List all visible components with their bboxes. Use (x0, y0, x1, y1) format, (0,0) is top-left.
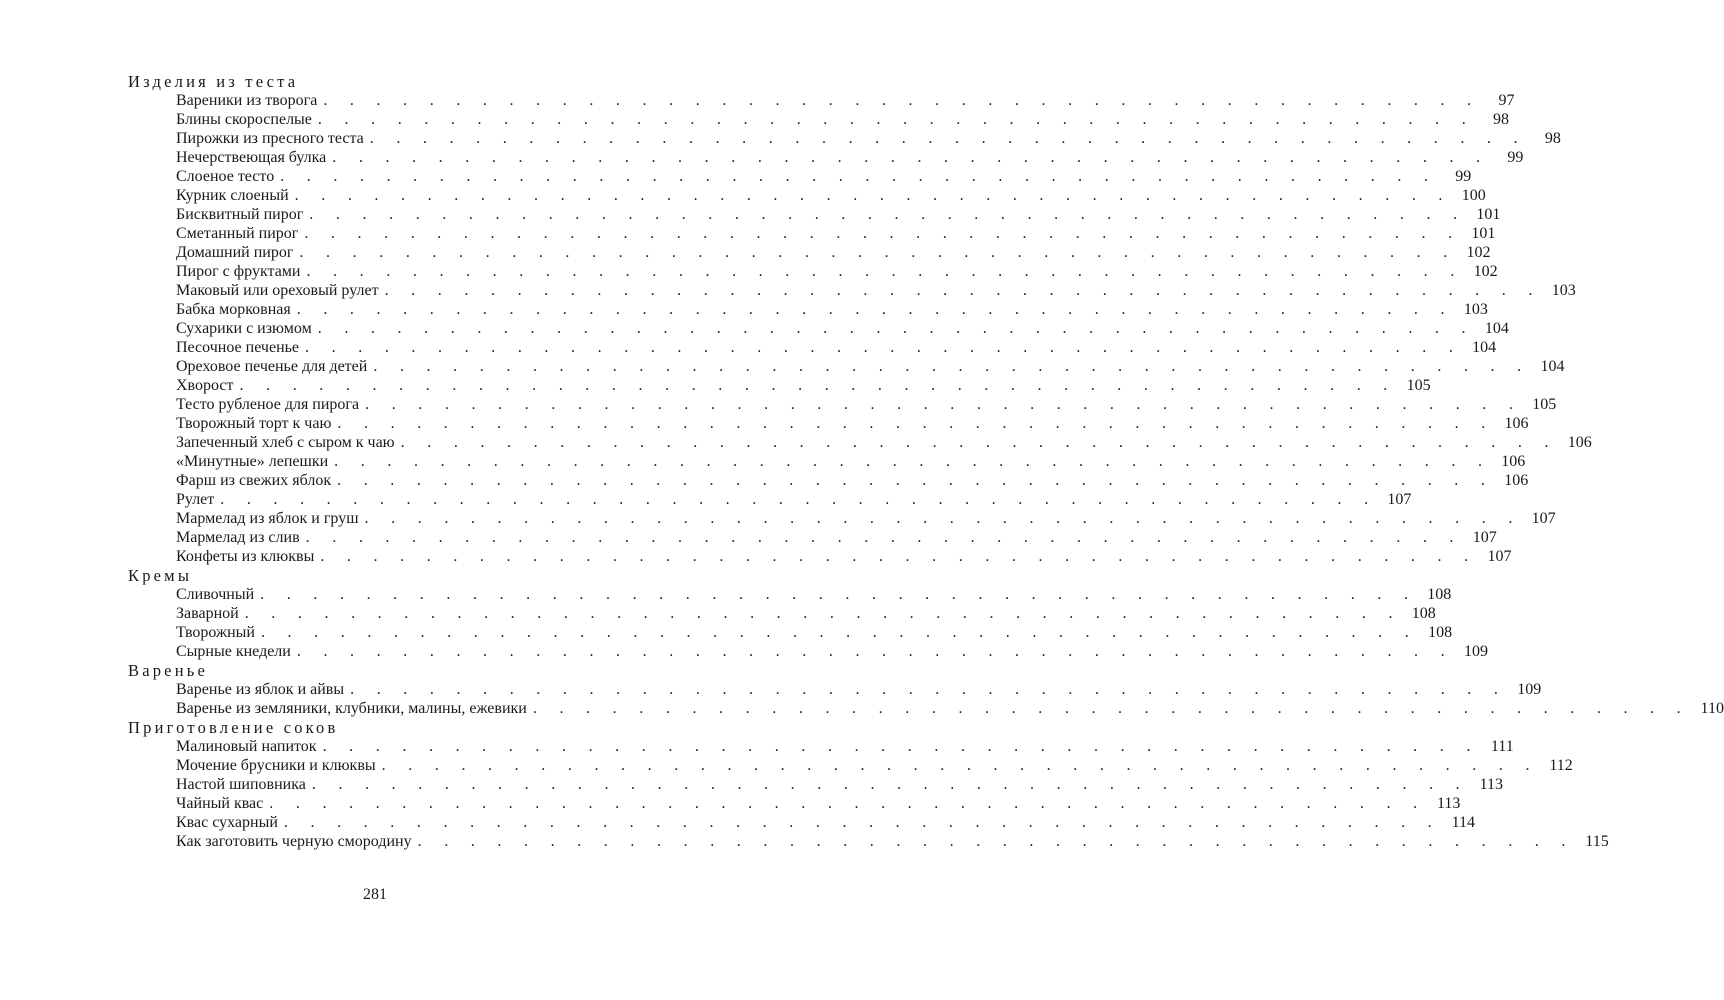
toc-entry (176, 319, 1509, 338)
entry-title: Сухарики с изюмом (176, 320, 312, 337)
entry-page-number: 103 (1463, 301, 1488, 318)
dot-leader: . . . . . . . . . . . . . . . . . . . . . . . . . . . . . . . . . . . . . . . . . . . . (260, 586, 1418, 603)
dot-leader: . . . . . . . . . . . . . . . . . . . . . . . . . . . . . . . . . . . . . . . . . . . . (304, 225, 1462, 242)
dot-leader: . . . . . . . . . . . . . . . . . . . . . . . . . . . . . . . . . . . . . . . . . . . . (322, 738, 1480, 755)
dot-leader: . . . . . . . . . . . . . . . . . . . . . . . . . . . . . . . . . . . . . . . . . . . . (283, 814, 1441, 831)
dot-leader: . . . . . . . . . . . . . . . . . . . . . . . . . . . . . . . . . . . . . . . . . . . . (381, 757, 1539, 774)
entry-page-number: 110 (1700, 700, 1724, 717)
dot-leader: . . . . . . . . . . . . . . . . . . . . . . . . . . . . . . . . . . . . . . . . . . . . (294, 187, 1452, 204)
dot-leader: . . . . . . . . . . . . . . . . . . . . . . . . . . . . . . . . . . . . . . . . . . . . (306, 263, 1464, 280)
entry-page-number: 101 (1471, 225, 1496, 242)
dot-leader: . . . . . . . . . . . . . . . . . . . . . . . . . . . . . . . . . . . . . . . . . . . . (334, 453, 1492, 470)
dot-leader: . . . . . . . . . . . . . . . . . . . . . . . . . . . . . . . . . . . . . . . . . . . . (311, 776, 1469, 793)
dot-leader: . . . . . . . . . . . . . . . . . . . . . . . . . . . . . . . . . . . . . . . . . . . . (532, 700, 1690, 717)
entry-title: Варенье из земляники, клубники, малины, ежевики (176, 700, 527, 717)
toc-section (128, 718, 1609, 851)
table-of-contents (128, 72, 1724, 851)
entry-page-number: 108 (1411, 605, 1436, 622)
dot-leader: . . . . . . . . . . . . . . . . . . . . . . . . . . . . . . . . . . . . . . . . . . . . (239, 377, 1397, 394)
entry-page-number: 113 (1436, 795, 1461, 812)
entry-title: Чайный квас (176, 795, 264, 812)
entry-title: Бисквитный пирог (176, 206, 304, 223)
entry-title: Рулет (176, 491, 215, 508)
entry-title: Курник слоеный (176, 187, 289, 204)
toc-section (128, 566, 1488, 661)
toc-entry (176, 205, 1501, 224)
toc-entry (176, 91, 1515, 110)
toc-entry (176, 680, 1542, 699)
entry-title: Сливочный (176, 586, 255, 603)
entry-page-number: 107 (1472, 529, 1497, 546)
entry-title: Квас сухарный (176, 814, 278, 831)
entry-page-number: 107 (1487, 548, 1512, 565)
entry-page-number: 106 (1567, 434, 1592, 451)
entry-page-number: 99 (1507, 149, 1524, 166)
toc-entry (176, 433, 1592, 452)
entry-page-number: 100 (1461, 187, 1486, 204)
entry-title: Слоеное тесто (176, 168, 275, 185)
dot-leader: . . . . . . . . . . . . . . . . . . . . . . . . . . . . . . . . . . . . . . . . . . . . (296, 643, 1454, 660)
entry-page-number: 108 (1428, 624, 1453, 641)
entry-page-number: 102 (1466, 244, 1491, 261)
entry-title: Маковый или ореховый рулет (176, 282, 379, 299)
entry-page-number: 108 (1427, 586, 1452, 603)
dot-leader: . . . . . . . . . . . . . . . . . . . . . . . . . . . . . . . . . . . . . . . . . . . . (309, 206, 1467, 223)
toc-entry (176, 775, 1503, 794)
entry-title: Вареники из творога (176, 92, 318, 109)
entry-title: Хворост (176, 377, 234, 394)
entry-page-number: 104 (1484, 320, 1509, 337)
toc-entry (176, 604, 1436, 623)
toc-section (128, 72, 1592, 566)
entry-page-number: 98 (1493, 111, 1510, 128)
toc-entry (176, 148, 1524, 167)
toc-entry (176, 224, 1496, 243)
dot-leader: . . . . . . . . . . . . . . . . . . . . . . . . . . . . . . . . . . . . . . . . . . . . (364, 510, 1522, 527)
toc-entry (176, 129, 1561, 148)
section-title: Изделия из теста (128, 72, 299, 91)
toc-entry (176, 813, 1475, 832)
entry-page-number: 101 (1476, 206, 1501, 223)
entry-title: Запеченный хлеб с сыром к чаю (176, 434, 395, 451)
entry-page-number: 99 (1455, 168, 1472, 185)
toc-entry (176, 756, 1573, 775)
dot-leader: . . . . . . . . . . . . . . . . . . . . . . . . . . . . . . . . . . . . . . . . . . . . (332, 149, 1490, 166)
entry-page-number: 103 (1551, 282, 1576, 299)
entry-page-number: 109 (1463, 643, 1488, 660)
entry-title: Нечерствеющая булка (176, 149, 327, 166)
entry-title: Сметанный пирог (176, 225, 299, 242)
toc-entry (176, 281, 1576, 300)
toc-entry (176, 737, 1514, 756)
dot-leader: . . . . . . . . . . . . . . . . . . . . . . . . . . . . . . . . . . . . . . . . . . . . (305, 339, 1463, 356)
entry-page-number: 111 (1490, 738, 1514, 755)
entry-title: Варенье из яблок и айвы (176, 681, 345, 698)
toc-entry (176, 110, 1510, 129)
toc-entry (176, 186, 1486, 205)
toc-entry (176, 395, 1557, 414)
page-number: 281 (363, 886, 387, 903)
entry-title: Домашний пирог (176, 244, 294, 261)
toc-entry (176, 832, 1609, 851)
entry-page-number: 106 (1504, 415, 1529, 432)
section-title: Кремы (128, 566, 193, 585)
dot-leader: . . . . . . . . . . . . . . . . . . . . . . . . . . . . . . . . . . . . . . . . . . . . (350, 681, 1508, 698)
entry-page-number: 98 (1544, 130, 1561, 147)
entry-title: «Минутные» лепешки (176, 453, 329, 470)
dot-leader: . . . . . . . . . . . . . . . . . . . . . . . . . . . . . . . . . . . . . . . . . . . . (417, 833, 1575, 850)
section-title: Приготовление соков (128, 718, 339, 737)
entry-title: Пирожки из пресного теста (176, 130, 364, 147)
toc-entry (176, 376, 1431, 395)
entry-page-number: 105 (1406, 377, 1431, 394)
entry-page-number: 97 (1498, 92, 1515, 109)
toc-entry (176, 414, 1529, 433)
entry-page-number: 106 (1501, 453, 1526, 470)
dot-leader: . . . . . . . . . . . . . . . . . . . . . . . . . . . . . . . . . . . . . . . . . . . . (269, 795, 1427, 812)
dot-leader: . . . . . . . . . . . . . . . . . . . . . . . . . . . . . . . . . . . . . . . . . . . . (323, 92, 1481, 109)
entry-title: Сырные кнедели (176, 643, 291, 660)
entry-title: Бабка морковная (176, 301, 291, 318)
entry-title: Блины скороспелые (176, 111, 312, 128)
toc-entry (176, 642, 1488, 661)
dot-leader: . . . . . . . . . . . . . . . . . . . . . . . . . . . . . . . . . . . . . . . . . . . . (400, 434, 1558, 451)
toc-entry (176, 338, 1497, 357)
toc-entry (176, 699, 1724, 718)
toc-entry (176, 547, 1512, 566)
entry-title: Фарш из свежих яблок (176, 472, 332, 489)
dot-leader: . . . . . . . . . . . . . . . . . . . . . . . . . . . . . . . . . . . . . . . . . . . . (337, 472, 1495, 489)
toc-entry (176, 490, 1412, 509)
toc-entry (176, 300, 1488, 319)
entry-title: Ореховое печенье для детей (176, 358, 368, 375)
entry-page-number: 102 (1473, 263, 1498, 280)
entry-page-number: 113 (1479, 776, 1503, 793)
entry-page-number: 107 (1531, 510, 1556, 527)
entry-page-number: 114 (1451, 814, 1475, 831)
dot-leader: . . . . . . . . . . . . . . . . . . . . . . . . . . . . . . . . . . . . . . . . . . . . (299, 244, 1457, 261)
toc-entry (176, 528, 1497, 547)
dot-leader: . . . . . . . . . . . . . . . . . . . . . . . . . . . . . . . . . . . . . . . . . . . . (317, 111, 1476, 128)
entry-title: Мармелад из слив (176, 529, 300, 546)
entry-page-number: 105 (1532, 396, 1557, 413)
dot-leader: . . . . . . . . . . . . . . . . . . . . . . . . . . . . . . . . . . . . . . . . . . . . (365, 396, 1523, 413)
dot-leader: . . . . . . . . . . . . . . . . . . . . . . . . . . . . . . . . . . . . . . . . . . . . (337, 415, 1495, 432)
dot-leader: . . . . . . . . . . . . . . . . . . . . . . . . . . . . . . . . . . . . . . . . . . . . (260, 624, 1419, 641)
toc-entry (176, 357, 1565, 376)
section-title: Варенье (128, 661, 208, 680)
entry-title: Мочение брусники и клюквы (176, 757, 376, 774)
entry-page-number: 115 (1585, 833, 1609, 850)
entry-page-number: 104 (1472, 339, 1497, 356)
dot-leader: . . . . . . . . . . . . . . . . . . . . . . . . . . . . . . . . . . . . . . . . . . . . (296, 301, 1454, 318)
toc-entry (176, 794, 1461, 813)
dot-leader: . . . . . . . . . . . . . . . . . . . . . . . . . . . . . . . . . . . . . . . . . . . . (317, 320, 1475, 337)
entry-page-number: 106 (1504, 472, 1529, 489)
toc-entry (176, 262, 1498, 281)
toc-entry (176, 452, 1526, 471)
toc-entry (176, 167, 1472, 186)
entry-page-number: 109 (1517, 681, 1542, 698)
entry-page-number: 107 (1387, 491, 1412, 508)
toc-entry (176, 471, 1529, 490)
dot-leader: . . . . . . . . . . . . . . . . . . . . . . . . . . . . . . . . . . . . . . . . . . . . (369, 130, 1527, 147)
entry-title: Настой шиповника (176, 776, 306, 793)
entry-title: Конфеты из клюквы (176, 548, 315, 565)
entry-title: Творожный торт к чаю (176, 415, 332, 432)
toc-entry (176, 509, 1556, 528)
entry-title: Творожный (176, 624, 255, 641)
dot-leader: . . . . . . . . . . . . . . . . . . . . . . . . . . . . . . . . . . . . . . . . . . . . (384, 282, 1542, 299)
dot-leader: . . . . . . . . . . . . . . . . . . . . . . . . . . . . . . . . . . . . . . . . . . . . (280, 168, 1438, 185)
toc-entry (176, 623, 1453, 642)
entry-page-number: 112 (1549, 757, 1573, 774)
entry-title: Пирог с фруктами (176, 263, 301, 280)
dot-leader: . . . . . . . . . . . . . . . . . . . . . . . . . . . . . . . . . . . . . . . . . . . . (220, 491, 1378, 508)
dot-leader: . . . . . . . . . . . . . . . . . . . . . . . . . . . . . . . . . . . . . . . . . . . . (373, 358, 1531, 375)
entry-title: Песочное печенье (176, 339, 300, 356)
dot-leader: . . . . . . . . . . . . . . . . . . . . . . . . . . . . . . . . . . . . . . . . . . . . (320, 548, 1478, 565)
entry-title: Заварной (176, 605, 239, 622)
dot-leader: . . . . . . . . . . . . . . . . . . . . . . . . . . . . . . . . . . . . . . . . . . . . (305, 529, 1463, 546)
entry-title: Малиновый напиток (176, 738, 317, 755)
toc-entry (176, 585, 1452, 604)
entry-title: Как заготовить черную смородину (176, 833, 412, 850)
entry-title: Мармелад из яблок и груш (176, 510, 359, 527)
dot-leader: . . . . . . . . . . . . . . . . . . . . . . . . . . . . . . . . . . . . . . . . . . . . (244, 605, 1402, 622)
toc-entry (176, 243, 1491, 262)
toc-section (128, 661, 1724, 718)
entry-page-number: 104 (1540, 358, 1565, 375)
entry-title: Тесто рубленое для пирога (176, 396, 360, 413)
